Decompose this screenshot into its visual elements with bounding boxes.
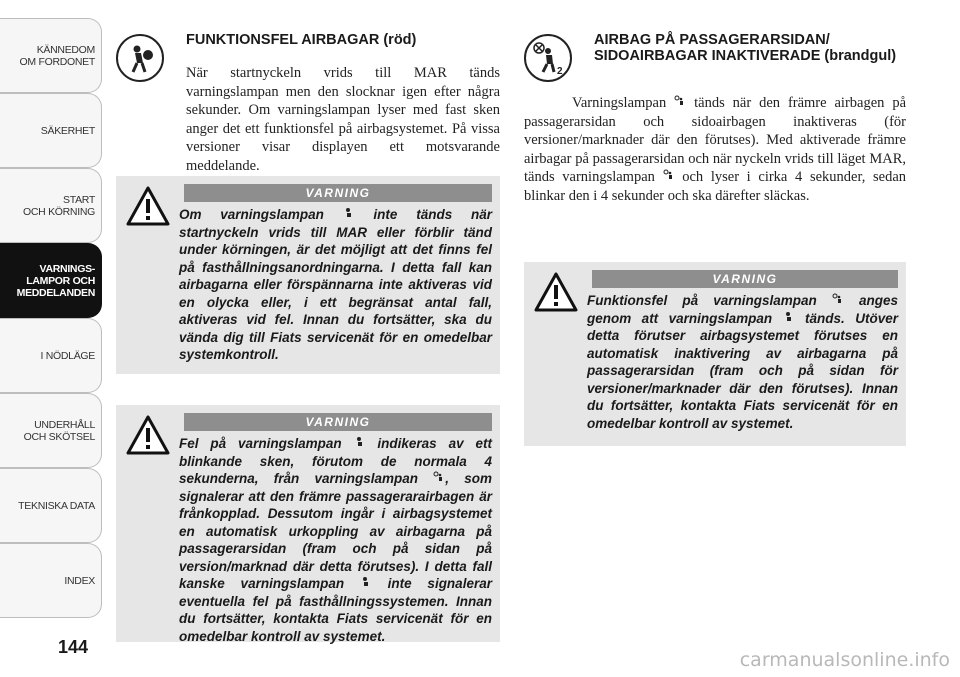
tab-underhall[interactable]: UNDERHÅLL OCH SKÖTSEL: [0, 393, 102, 468]
warning-box: [116, 176, 500, 374]
watermark: carmanualsonline.info: [739, 649, 950, 671]
warning-box: [116, 405, 500, 642]
airbag-warning-icon: [783, 311, 795, 324]
airbag-warning-icon: [360, 576, 372, 589]
tab-varningslampor[interactable]: VARNINGS- LAMPOR OCH MEDDELANDEN: [0, 243, 102, 318]
page-number: 144: [58, 637, 89, 657]
tab-nodlage[interactable]: I NÖDLÄGE: [0, 318, 102, 393]
passenger-airbag-off-icon: [663, 169, 675, 182]
section-body: När startnyckeln vrids till MAR tänds varningslampan men den slocknar igen efter några sekunder. Om varningslampan lyser med fast sken anger det ett funktionsfel på airbagsystemet. På vissa versioner visar displayen ett motsvarande meddelande.: [186, 65, 500, 174]
warning-text: Funktionsfel på varningslampan anges genom att varningslampan tänds. Utöver detta förutser airbagsystemet förutses en automatisk inaktivering av airbagarna på passagerarsidan (fram och på sidan för versioner/marknader där den förutses). Innan du fortsätter, kontakta Fiats servicenät för en omedelbar kontroll av systemet.: [587, 293, 898, 431]
warning-header: VARNING: [184, 413, 492, 431]
section-title: FUNKTIONSFEL AIRBAGAR (röd): [186, 32, 417, 48]
airbag-warning-icon: [116, 34, 164, 82]
section-title: AIRBAG PÅ PASSAGERARSIDAN/ SIDOAIRBAGAR INAKTIVERADE (brandgul): [594, 32, 897, 64]
warning-triangle-icon: [126, 415, 170, 455]
warning-header: VARNING: [184, 184, 492, 202]
airbag-warning-icon: [343, 207, 355, 220]
airbag-fault-section: [116, 28, 500, 175]
warning-triangle-icon: [126, 186, 170, 226]
tab-sakerhet[interactable]: SÄKERHET: [0, 93, 102, 168]
passenger-airbag-section: [524, 28, 906, 205]
section-body: Varningslampan tänds när den främre airbagen på passagerarsidan och sidoairbagen inaktiveras (för versioner/marknader där den förutses). Med aktiverade främre airbagar på passagerarsidan och när nyckeln vrids till läget MAR, tänds varningslampan och lyser i cirka 4 sekunder, sedan blinkar den i 4 sekunder och ska därefter släckas.: [524, 95, 907, 204]
passenger-airbag-off-icon: [674, 95, 686, 108]
passenger-airbag-off-icon: [832, 293, 844, 306]
tab-tekniska-data[interactable]: TEKNISKA DATA: [0, 468, 102, 543]
warning-header: VARNING: [592, 270, 898, 288]
warning-triangle-icon: [534, 272, 578, 312]
tab-kannedom[interactable]: KÄNNEDOM OM FORDONET: [0, 18, 102, 93]
passenger-airbag-off-icon: [433, 471, 445, 484]
svg-text:2: 2: [557, 66, 563, 76]
airbag-warning-icon: [354, 436, 366, 449]
chapter-tabs: [0, 18, 102, 618]
warning-text: Fel på varningslampan indikeras av ett blinkande sken, förutom de normala 4 sekunderna, från varningslampan , som signalerar att den främre passagerarairbagen är frånkopplad. Dessutom ingår i airbagsystemet en automatisk urkoppling av airbagarna på passagerarsidan (fram och på sidan på version/marknad där detta förutses). I detta fall kanske varningslampan inte signalerar eventuella fel på fasthållningssystemen. Innan du fortsätter, kontakta Fiats servicenät för en omedelbar kontroll av systemet.: [179, 436, 492, 644]
passenger-airbag-off-icon: [524, 34, 572, 82]
warning-text: Om varningslampan inte tänds när startnyckeln vrids till MAR eller förblir tänd under körningen, är det möjligt att det finns fel på fasthållningsanordningarna. I detta fall kan airbagarna eller förspännarna inte aktiveras vid en olycka eller, i ett begränsat antal fall, aktiveras vid fel. Innan du fortsätter, ska du vända dig till Fiats servicenät för en omedelbar systemkontroll.: [179, 207, 492, 362]
warning-box: [524, 262, 906, 446]
tab-index[interactable]: INDEX: [0, 543, 102, 618]
tab-start[interactable]: START OCH KÖRNING: [0, 168, 102, 243]
